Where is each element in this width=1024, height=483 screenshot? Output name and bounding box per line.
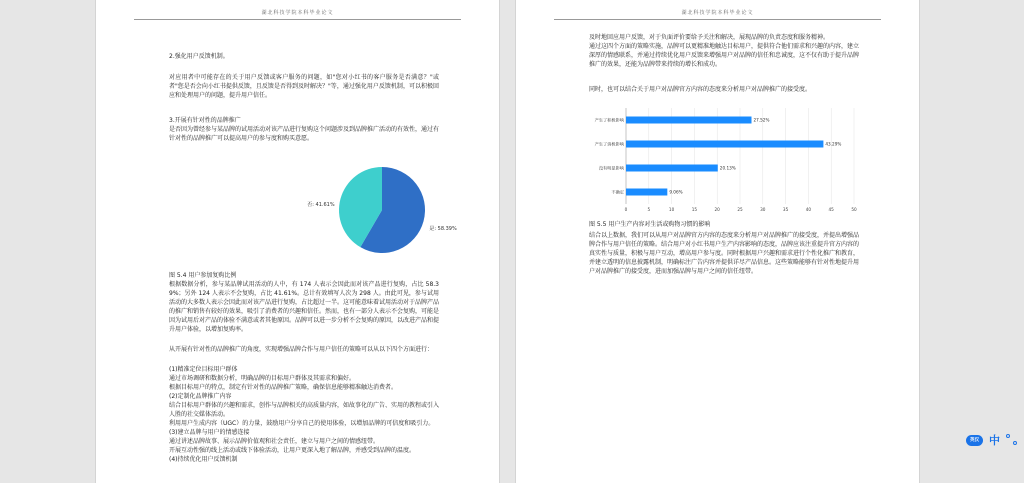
value-label: 9.06% xyxy=(669,189,683,195)
x-tick-label: 25 xyxy=(737,207,743,212)
x-tick-label: 45 xyxy=(828,207,834,212)
paragraph: 及时地回应用户反馈，对于负面评价要给予关注和解决，展现品牌的负责态度和服务精神。 xyxy=(589,34,830,41)
strategy-list xyxy=(169,365,439,464)
x-tick-label: 15 xyxy=(691,207,698,212)
document-page-left xyxy=(95,0,500,483)
page-header: 湖北科技学院本科毕业论文 xyxy=(134,8,461,20)
x-tick-label: 30 xyxy=(760,207,766,212)
bar-1 xyxy=(626,141,823,148)
list-item: 结合目标用户群体的兴趣和需求，创作与品牌相关的高质量内容，如故事化的广告、实用的教程或引入人胜的社交媒体活动。 xyxy=(169,402,440,418)
category-label: 不确定 xyxy=(611,189,624,195)
figure-caption: 图 5.5 用户生产内容对生活或购物习惯的影响 xyxy=(589,221,711,228)
pie-label: 是: 58.39% xyxy=(429,226,457,233)
paragraph: 结合以上数据，我们可以从用户对品牌官方内容的态度来分析用户对品牌推广的接受度，并提出增强品牌合作与用户信任的策略。结合用户对小红书用户生产内容影响的态度，品牌应该注重提升官方内容的真实性与质量，积极与用户互动，增高用户参与度。同时根据用户兴趣和需求进行个性化推广和教育，并建立透明的信息披露机制，明确标注广告内容并提供详尽产品信息。这些策略能够有针对性地提升用户对品牌推广的接受度，进而加强品牌与用户之间的信任纽带。 xyxy=(589,232,860,275)
paragraph: 根据数据分析，参与某品牌试用活动的人中，有 174 人表示会因此而对该产品进行复购，占比 58.39%；另外 124 人表示不会复购，占比 41.61%。总计有效填写人次为 298 人。由此可见，参与试用活动的大多数人表示会因此而对该产品进行复购，占比超过一半。这可能意味着试用活动对于品牌产品的推广和销售有较好的效果，吸引了消费者的兴趣和信任。然而，也有一部分人表示不会复购，可能是因为试用后对产品的体验不满意或者其他原因。品牌可以进一步分析不会复购的原因，以改进产品和提升用户体验，以增加复购率。 xyxy=(169,281,440,333)
translate-badge-icon[interactable]: 英汉 xyxy=(966,435,983,446)
bar-3 xyxy=(626,189,667,196)
x-tick-label: 0 xyxy=(624,207,628,212)
settings-dots-icon[interactable] xyxy=(1006,434,1018,446)
list-item: (4)持续优化用户反馈机制 xyxy=(169,456,238,463)
list-item: (1)精准定位目标用户群体 xyxy=(169,366,238,373)
list-item: 根据目标用户的特点，制定有针对性的品牌推广策略，确保信息能够精准触达消费者。 xyxy=(169,384,398,391)
section-title: 3.开展有针对性的品牌推广 xyxy=(169,117,241,124)
paragraph: 通过这四个方面的策略实施，品牌可以更精准地触达目标用户，提供符合他们需求和兴趣的内容，建立深厚的情感联系，并通过持续优化用户反馈来增强用户对品牌的信任和忠诚度，这不仅有助于提升品牌推广的效果，还能为品牌带来持续的增长和成功。 xyxy=(589,43,860,68)
paragraph: 同时，也可以结合关于用户对品牌官方内容的态度来分析用户对品牌推广的接受度。 xyxy=(589,86,812,93)
section-title: 2.强化用户反馈机制。 xyxy=(169,53,229,60)
category-label: 产生了消极影响 xyxy=(594,141,624,147)
value-label: 27.52% xyxy=(753,117,770,123)
language-toggle[interactable]: 中 xyxy=(989,434,1000,447)
list-item: 通过讲述品牌故事、展示品牌价值观和社会责任，建立与用户之间的情感纽带。 xyxy=(169,438,380,445)
value-label: 20.13% xyxy=(719,165,736,171)
pie-chart xyxy=(296,160,476,260)
paragraph: 对应用者中可能存在的关于用户反馈或客户服务的问题，如"您对小红书的客户服务是否满意？"或者"您是否会向小红书提供反馈，且反馈是否得到及时解决？"等，通过强化用户反馈机制，可以积极回应和处理用户的问题，提升用户信任。 xyxy=(169,74,439,99)
bar-chart xyxy=(574,100,864,225)
list-item: 利用用户生成内容（UGC）的力量，鼓励用户分享自己的使用体验，以增加品牌的可信度和吸引力。 xyxy=(169,420,435,427)
category-label: 产生了积极影响 xyxy=(594,117,624,123)
list-item: 通过市场调研和数据分析，明确品牌的目标用户群体及其需求和偏好。 xyxy=(169,375,356,382)
list-item: (3)建立品牌与用户的情感连接 xyxy=(169,429,250,436)
bar-0 xyxy=(626,117,751,124)
value-label: 43.29% xyxy=(825,141,842,147)
x-tick-label: 20 xyxy=(714,207,720,212)
x-tick-label: 50 xyxy=(851,207,857,212)
paragraph: 是否因为曾经参与某品牌的试用活动对该产品进行复购这个问题涉及到品牌推广活动的有效性，通过有针对性的品牌推广可以提高用户的参与度和购买意愿。 xyxy=(169,126,440,142)
x-tick-label: 40 xyxy=(805,207,812,212)
list-item: (2)定制化品牌推广内容 xyxy=(169,393,232,400)
x-tick-label: 10 xyxy=(668,207,675,212)
x-tick-label: 35 xyxy=(782,207,789,212)
bar-2 xyxy=(626,165,718,172)
category-label: 没有明显影响 xyxy=(598,165,624,171)
translate-widget[interactable] xyxy=(966,431,1018,449)
document-page-right xyxy=(515,0,920,483)
paragraph: 从开展有针对性的品牌推广的角度，实现增强品牌合作与用户信任的策略可以从以下四个方面进行： xyxy=(169,346,434,353)
pie-label: 否: 41.61% xyxy=(307,201,335,208)
x-tick-label: 5 xyxy=(647,207,651,212)
list-item: 开展互动性强的线上活动或线下体验活动，让用户更深入地了解品牌，并感受到品牌的温度。 xyxy=(169,447,416,454)
figure-caption: 图 5.4 用户参加复购比例 xyxy=(169,272,237,279)
page-header: 湖北科技学院本科毕业论文 xyxy=(554,8,881,20)
